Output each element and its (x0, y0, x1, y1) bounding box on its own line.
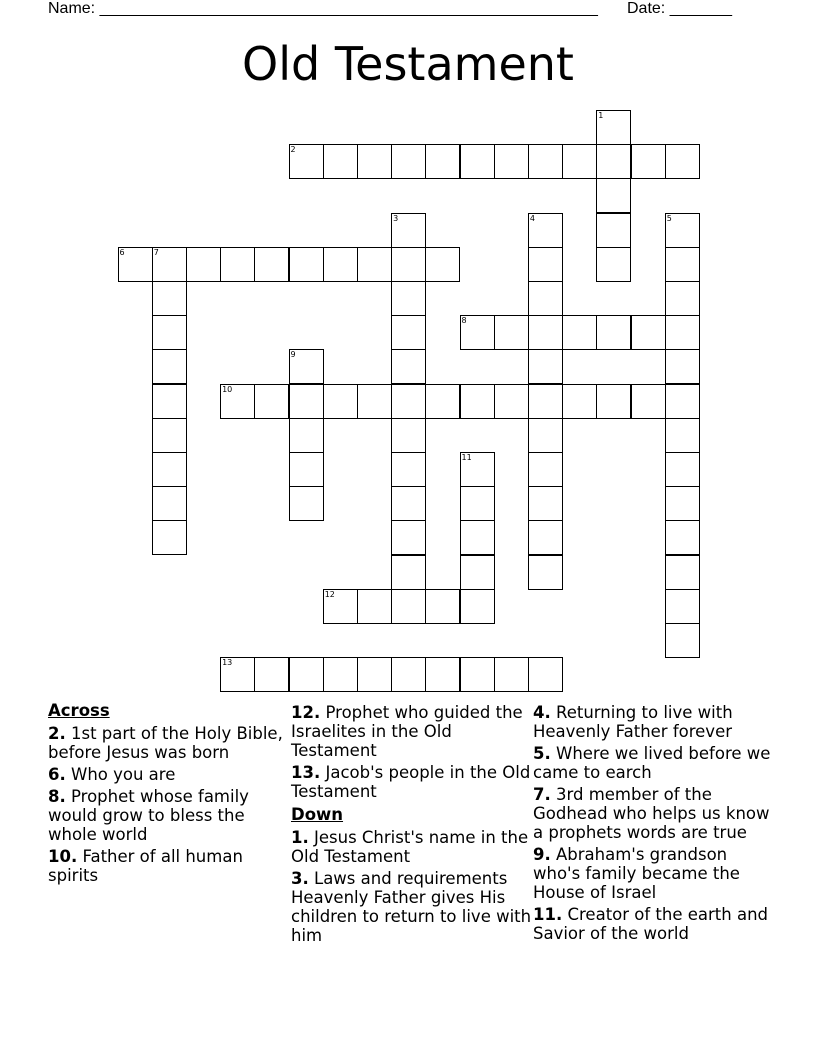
crossword-cell[interactable] (528, 657, 563, 692)
crossword-cell[interactable] (152, 418, 187, 453)
crossword-cell[interactable] (460, 589, 495, 624)
crossword-cell[interactable] (562, 315, 597, 350)
cell-number: 13 (222, 658, 233, 668)
crossword-cell[interactable] (357, 589, 392, 624)
crossword-cell[interactable] (528, 247, 563, 282)
crossword-cell[interactable] (220, 384, 255, 419)
crossword-cell[interactable] (596, 384, 631, 419)
crossword-cell[interactable] (289, 349, 324, 384)
crossword-cell[interactable] (425, 589, 460, 624)
crossword-cell[interactable] (254, 384, 289, 419)
crossword-cell[interactable] (665, 555, 700, 590)
cell-number: 9 (290, 350, 296, 360)
crossword-cell[interactable] (186, 247, 221, 282)
crossword-cell[interactable] (631, 144, 666, 179)
cell-number: 5 (666, 213, 672, 223)
crossword-cell[interactable] (289, 486, 324, 521)
crossword-cell[interactable] (323, 384, 358, 419)
crossword-cell[interactable] (665, 144, 700, 179)
clue-across-8: 8. Prophet whose family would grow to bless the whole world (48, 787, 249, 844)
crossword-cell[interactable] (665, 486, 700, 521)
crossword-cell[interactable] (391, 520, 426, 555)
clue-down-11: 11. Creator of the earth and Savior of the world (533, 905, 769, 943)
crossword-cell[interactable] (494, 315, 529, 350)
crossword-cell[interactable] (460, 384, 495, 419)
clue-down-3: 3. Laws and requirements Heavenly Father gives His children to return to live with him (291, 869, 532, 945)
cell-number: 7 (153, 247, 159, 257)
crossword-cell[interactable] (665, 623, 700, 658)
crossword-cell[interactable] (460, 144, 495, 179)
down-heading: Down (291, 805, 344, 824)
crossword-cell[interactable] (391, 315, 426, 350)
cell-number: 11 (461, 453, 472, 462)
crossword-cell[interactable] (425, 657, 460, 692)
crossword-cell[interactable] (152, 384, 187, 419)
crossword-cell[interactable] (665, 281, 700, 316)
crossword-cell[interactable] (528, 281, 563, 316)
cell-number: 3 (393, 213, 399, 223)
clue-across-13: 13. Jacob's people in the Old Testament (291, 763, 531, 801)
clue-down-4: 4. Returning to live with Heavenly Father forever (533, 703, 733, 741)
crossword-cell[interactable] (596, 110, 631, 145)
crossword-cell[interactable] (391, 555, 426, 590)
crossword-cell[interactable] (665, 520, 700, 555)
crossword-cell[interactable] (460, 486, 495, 521)
crossword-cell[interactable] (118, 247, 153, 282)
cell-number: 6 (119, 247, 125, 257)
crossword-cell[interactable] (528, 452, 563, 487)
crossword-cell[interactable] (528, 555, 563, 590)
crossword-cell[interactable] (289, 452, 324, 487)
crossword-cell[interactable] (562, 384, 597, 419)
crossword-cell[interactable] (528, 315, 563, 350)
crossword-cell[interactable] (220, 247, 255, 282)
clue-down-1: 1. Jesus Christ's name in the Old Testament (291, 828, 529, 866)
cell-number: 12 (324, 589, 335, 599)
crossword-cell[interactable] (665, 315, 700, 350)
clue-down-5: 5. Where we lived before we came to earch (533, 744, 771, 782)
crossword-cell[interactable] (289, 384, 324, 419)
crossword-cell[interactable] (494, 144, 529, 179)
crossword-cell[interactable] (391, 281, 426, 316)
crossword-cell[interactable] (665, 213, 700, 248)
crossword-cell[interactable] (391, 589, 426, 624)
crossword-cell[interactable] (665, 452, 700, 487)
crossword-cell[interactable] (289, 418, 324, 453)
crossword-cell[interactable] (391, 384, 426, 419)
crossword-cell[interactable] (357, 144, 392, 179)
crossword-cell[interactable] (425, 384, 460, 419)
clue-down-9: 9. Abraham's grandson who's family became the House of Israel (533, 845, 740, 902)
crossword-cell[interactable] (631, 384, 666, 419)
crossword-cell[interactable] (528, 213, 563, 248)
crossword-cell[interactable] (357, 384, 392, 419)
crossword-cell[interactable] (152, 486, 187, 521)
crossword-cell[interactable] (665, 384, 700, 419)
crossword-cell[interactable] (152, 452, 187, 487)
crossword-cell[interactable] (665, 418, 700, 453)
crossword-cell[interactable] (289, 247, 324, 282)
crossword-cell[interactable] (596, 144, 631, 179)
cell-number: 1 (598, 111, 604, 120)
crossword-cell[interactable] (391, 452, 426, 487)
crossword-cell[interactable] (665, 349, 700, 384)
crossword-cell[interactable] (323, 247, 358, 282)
crossword-cell[interactable] (152, 315, 187, 350)
page-title: Old Testament (242, 37, 574, 91)
crossword-cell[interactable] (391, 486, 426, 521)
clues-column-3 (533, 703, 778, 946)
crossword-cell[interactable] (220, 657, 255, 692)
crossword-cell[interactable] (391, 213, 426, 248)
crossword-cell[interactable] (528, 349, 563, 384)
crossword-cell[interactable] (425, 247, 460, 282)
clue-across-12: 12. Prophet who guided the Israelites in the Old Testament (291, 703, 523, 760)
crossword-cell[interactable] (528, 384, 563, 419)
clues-column-2 (291, 703, 536, 948)
crossword-cell[interactable] (460, 555, 495, 590)
clue-across-2: 2. 1st part of the Holy Bible, before Jesus was born (48, 724, 283, 762)
across-heading: Across (48, 701, 110, 720)
crossword-cell[interactable] (391, 418, 426, 453)
crossword-cell[interactable] (494, 657, 529, 692)
clue-across-10: 10. Father of all human spirits (48, 847, 243, 885)
clues-column-1 (48, 700, 293, 888)
crossword-cell[interactable] (254, 247, 289, 282)
crossword-cell[interactable] (596, 213, 631, 248)
date-field[interactable]: Date: _______ (627, 0, 732, 17)
crossword-cell[interactable] (494, 384, 529, 419)
crossword-cell[interactable] (528, 520, 563, 555)
crossword-cell[interactable] (391, 144, 426, 179)
crossword-cell[interactable] (528, 418, 563, 453)
crossword-cell[interactable] (254, 657, 289, 692)
crossword-cell[interactable] (460, 657, 495, 692)
crossword-cell[interactable] (391, 349, 426, 384)
crossword-cell[interactable] (391, 657, 426, 692)
crossword-cell[interactable] (391, 247, 426, 282)
name-field[interactable]: Name: ________________________________________________________ (48, 0, 598, 17)
crossword-cell[interactable] (323, 657, 358, 692)
cell-number: 2 (290, 145, 296, 155)
crossword-cell[interactable] (460, 520, 495, 555)
crossword-cell[interactable] (596, 315, 631, 350)
crossword-cell[interactable] (152, 520, 187, 555)
clue-across-6: 6. Who you are (48, 765, 176, 784)
crossword-cell[interactable] (596, 178, 631, 213)
crossword-cell[interactable] (289, 657, 324, 692)
crossword-cell[interactable] (665, 247, 700, 282)
crossword-cell[interactable] (460, 452, 495, 487)
crossword-cell[interactable] (425, 144, 460, 179)
crossword-cell[interactable] (323, 144, 358, 179)
crossword-cell[interactable] (562, 144, 597, 179)
crossword-cell[interactable] (596, 247, 631, 282)
crossword-cell[interactable] (323, 589, 358, 624)
cell-number: 8 (461, 316, 467, 326)
clue-down-7: 7. 3rd member of the Godhead who helps us know a prophets words are true (533, 785, 770, 842)
crossword-cell[interactable] (289, 144, 324, 179)
crossword-cell[interactable] (152, 281, 187, 316)
crossword-cell[interactable] (528, 486, 563, 521)
crossword-cell[interactable] (631, 315, 666, 350)
cell-number: 4 (529, 213, 535, 223)
crossword-cell[interactable] (152, 247, 187, 282)
cell-number: 10 (222, 384, 233, 394)
crossword-cell[interactable] (665, 589, 700, 624)
crossword-cell[interactable] (357, 247, 392, 282)
crossword-cell[interactable] (357, 657, 392, 692)
crossword-cell[interactable] (528, 144, 563, 179)
crossword-cell[interactable] (152, 349, 187, 384)
crossword-cell[interactable] (460, 315, 495, 350)
